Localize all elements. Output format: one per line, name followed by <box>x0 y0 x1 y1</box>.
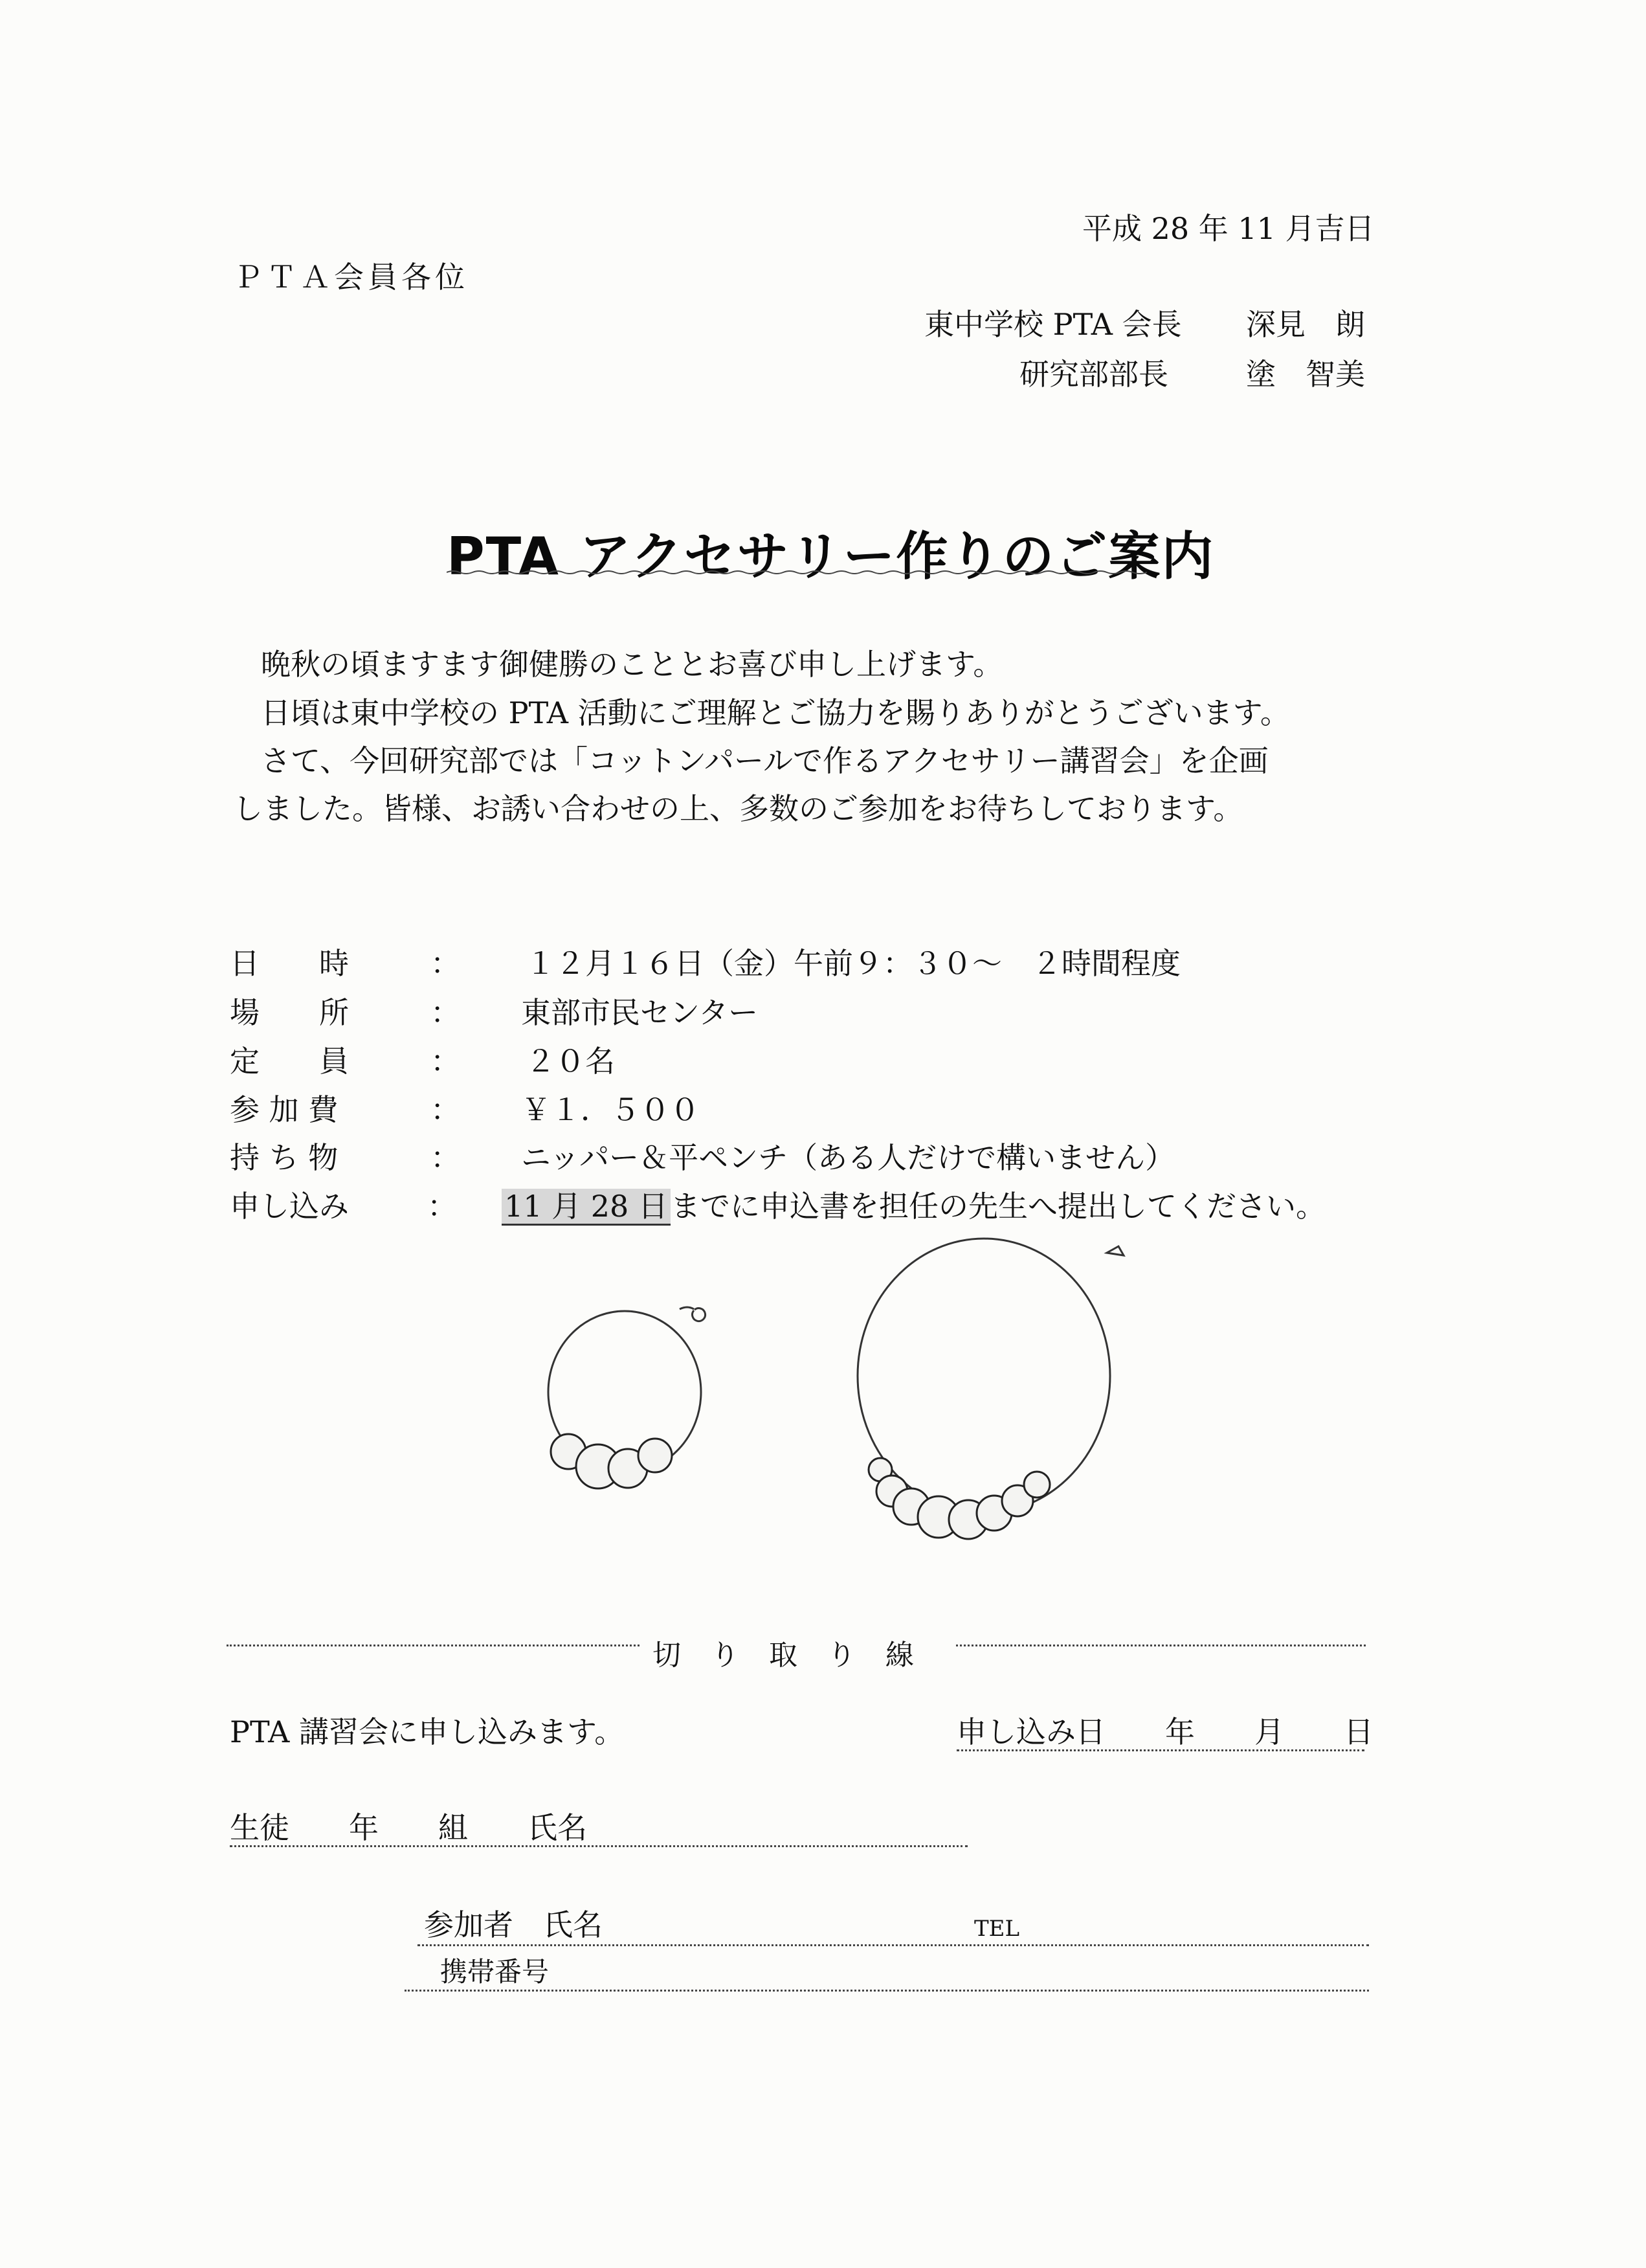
detail-value-deadline <box>502 1183 1326 1226</box>
detail-colon: ： <box>430 946 460 981</box>
mobile-number-field[interactable] <box>405 1990 1369 1992</box>
detail-colon: ： <box>430 995 460 1030</box>
participant-name-label: 参加者 氏名 <box>424 1907 603 1942</box>
body-line-3: さて、今回研究部では「コットンパールで作るアクセサリー講習会」を企画 <box>261 743 1269 778</box>
sender2-name: 塗 智美 <box>1246 357 1365 392</box>
detail-label-capacity: 定 員 <box>230 1044 349 1079</box>
form-heading: PTA 講習会に申し込みます。 <box>230 1714 625 1749</box>
sender1-org: 東中学校 PTA 会長 <box>924 307 1182 342</box>
participant-name-field[interactable] <box>417 1944 1369 1946</box>
issue-date: 平成 28 年 11 月吉日 <box>1082 211 1375 246</box>
detail-colon: ： <box>430 1044 460 1079</box>
sender2-org: 研究部部長 <box>1019 357 1168 392</box>
body-line-4: しました。皆様、お誘い合わせの上、多数のご参加をお待ちしております。 <box>233 791 1243 826</box>
detail-value-items: ニッパー＆平ペンチ（ある人だけで構いません） <box>521 1140 1175 1175</box>
detail-colon: ： <box>427 1189 457 1224</box>
deadline-text: までに申込書を担任の先生へ提出してください。 <box>670 1189 1326 1224</box>
title-underline <box>447 570 1147 575</box>
detail-label-items: 持 ち 物 <box>230 1140 339 1175</box>
deadline-date: 11 月 28 日 <box>502 1189 671 1226</box>
mobile-number-label: 携帯番号 <box>440 1956 550 1988</box>
detail-value-capacity: ２０名 <box>526 1044 615 1079</box>
cut-line-label: 切り取り線 <box>641 1632 955 1673</box>
body-line-2: 日頃は東中学校の PTA 活動にご理解とご協力を賜りありがとうございます。 <box>261 695 1290 730</box>
detail-value-fee: ￥１．５００ <box>521 1092 700 1127</box>
tel-label: TEL <box>974 1916 1020 1942</box>
recipients: ＰＴＡ会員各位 <box>233 260 469 295</box>
cut-line <box>227 1632 1366 1672</box>
student-name-field[interactable]: 生徒 年 組 氏名 <box>230 1813 968 1847</box>
necklace-illustration <box>841 1227 1146 1577</box>
page-title: PTA アクセサリー作りのご案内 <box>447 526 1215 587</box>
sender1-name: 深見 朗 <box>1246 307 1365 342</box>
detail-label-place: 場 所 <box>230 995 349 1030</box>
detail-label-datetime: 日 時 <box>230 946 349 981</box>
detail-value-datetime: １２月１６日（金）午前９：３０～ ２時間程度 <box>526 946 1181 981</box>
detail-label-fee: 参 加 費 <box>230 1092 339 1127</box>
detail-value-place: 東部市民センター <box>521 995 759 1030</box>
detail-colon: ： <box>430 1140 460 1175</box>
detail-colon: ： <box>430 1092 460 1127</box>
bracelet-illustration <box>518 1295 725 1509</box>
apply-date-field[interactable]: 申し込み日 年 月 日 <box>957 1717 1364 1751</box>
body-line-1: 晩秋の頃ますます御健勝のこととお喜び申し上げます。 <box>261 647 1003 682</box>
detail-label-deadline: 申し込み <box>230 1189 349 1224</box>
